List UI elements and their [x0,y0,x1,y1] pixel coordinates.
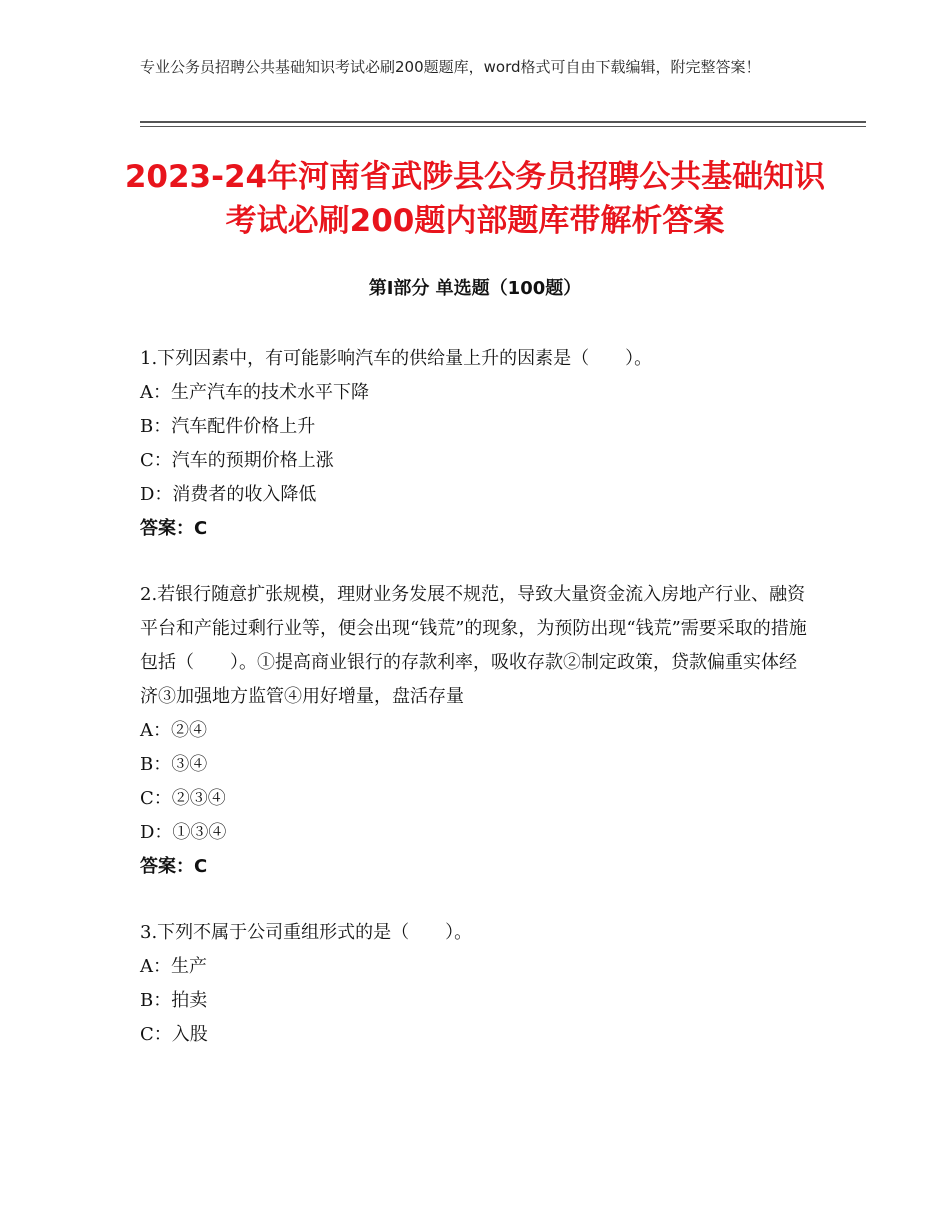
question-2 [140,578,810,884]
question-list [140,342,810,1084]
question-1 [140,342,810,546]
question-stem: 3.下列不属于公司重组形式的是（ ）。 [140,922,473,943]
option-a: A：生产 [140,956,207,977]
question-stem: 1.下列因素中，有可能影响汽车的供给量上升的因素是（ ）。 [140,348,653,369]
option-d: D：①③④ [140,822,227,843]
option-a: A：②④ [140,720,207,741]
option-c: C：②③④ [140,788,226,809]
header-divider-thin [140,126,866,127]
question-stem: 2.若银行随意扩张规模，理财业务发展不规范，导致大量资金流入房地产行业、融资平台和产能过剩行业等，便会出现“钱荒”的现象，为预防出现“钱荒”需要采取的措施包括（ ）。①提高商业银行的存款利率，吸收存款②制定政策，贷款偏重实体经济③加强地方监管④用好增量，盘活存量 [140,584,807,707]
section-title: 第Ⅰ部分 单选题（100题） [368,278,582,299]
option-b: B：③④ [140,754,208,775]
option-b: B：汽车配件价格上升 [140,416,316,437]
header-note: 专业公务员招聘公共基础知识考试必刷200题题库，word格式可自由下载编辑，附完整答案！ [140,58,761,76]
option-d: D：消费者的收入降低 [140,484,317,505]
option-b: B：拍卖 [140,990,208,1011]
question-3 [140,916,810,1052]
answer: 答案：C [140,856,208,877]
option-a: A：生产汽车的技术水平下降 [140,382,369,403]
option-c: C：入股 [140,1024,208,1045]
option-c: C：汽车的预期价格上涨 [140,450,334,471]
answer: 答案：C [140,518,208,539]
document-title: 2023-24年河南省武陟县公务员招聘公共基础知识考试必刷200题内部题库带解析答案 [124,159,826,239]
header-divider-thick [140,121,866,123]
